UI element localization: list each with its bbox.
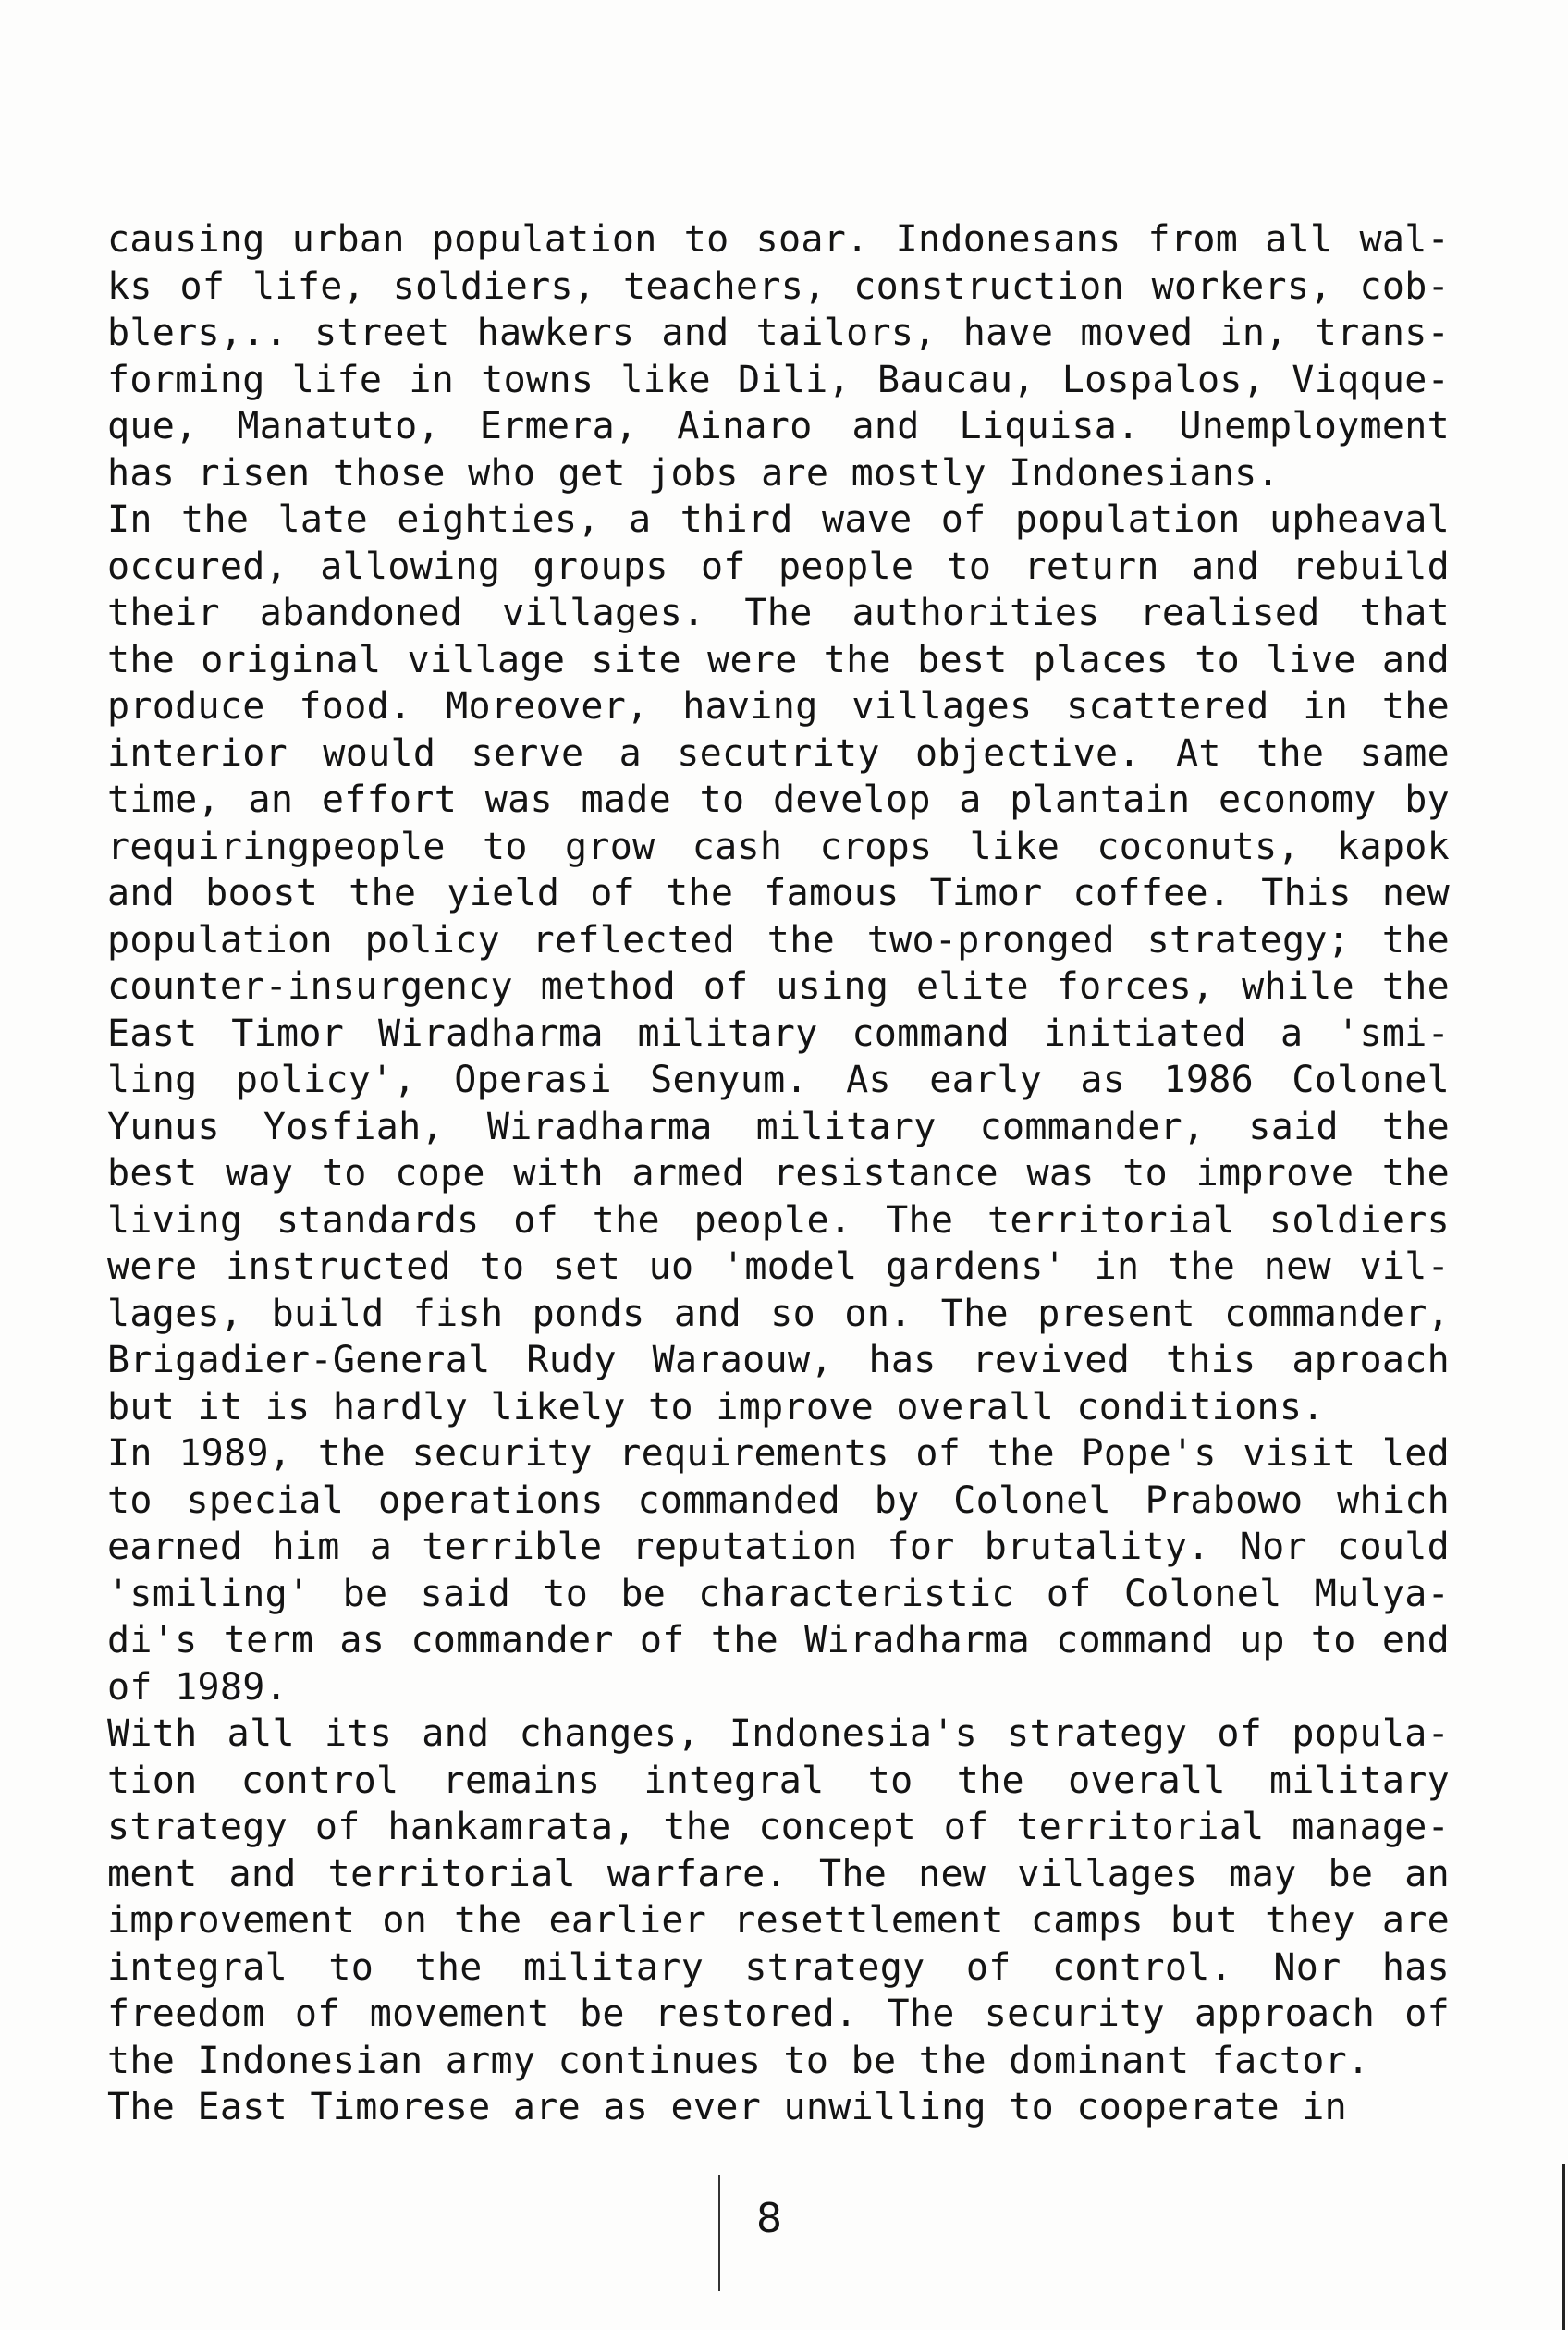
text-line: In the late eighties, a third wave of population upheaval [107,498,1450,541]
text-line: ks of life, soldiers, teachers, construction workers, cob- [107,264,1450,308]
text-line: their abandoned villages. The authorities realised that [107,592,1450,634]
text-line: Yunus Yosfiah, Wiradharma military commander, said the [107,1105,1450,1148]
text-line: ment and territorial warfare. The new villages may be an [107,1852,1450,1895]
body-text [107,216,1450,2131]
text-line: integral to the military strategy of control. Nor has [107,1945,1450,1989]
text-line: ling policy', Operasi Senyum. As early as 1986 Colonel [107,1059,1450,1101]
text-line: but it is hardly likely to improve overall conditions. [107,1385,1325,1429]
text-line: has risen those who get jobs are mostly Indonesians. [107,451,1280,495]
text-line: population policy reflected the two-pronged strategy; the [107,918,1450,962]
text-line: best way to cope with armed resistance was to improve the [107,1152,1450,1195]
text-line: 'smiling' be said to be characteristic of Colonel Mulya- [107,1572,1450,1615]
text-line: causing urban population to soar. Indonesans from all wal- [107,218,1450,261]
text-line: produce food. Moreover, having villages scattered in the [107,685,1450,728]
text-line: blers,.. street hawkers and tailors, have moved in, trans- [107,312,1450,354]
text-line: earned him a terrible reputation for brutality. Nor could [107,1526,1450,1568]
text-line: forming life in towns like Dili, Baucau, Lospalos, Viqque- [107,358,1450,401]
text-line: the Indonesian army continues to be the dominant factor. [107,2039,1370,2082]
page-number: 8 [756,2195,782,2242]
text-line: requiringpeople to grow cash crops like coconuts, kapok [107,825,1450,868]
text-line: living standards of the people. The territorial soldiers [107,1198,1450,1242]
text-line: of 1989. [107,1665,288,1709]
text-line: The East Timorese are as ever unwilling to cooperate in [107,2086,1348,2128]
text-line: strategy of hankamrata, the concept of territorial manage- [107,1806,1450,1848]
text-line: Brigadier-General Rudy Waraouw, has revived this aproach [107,1339,1450,1381]
text-line: que, Manatuto, Ermera, Ainaro and Liquisa. Unemployment [107,405,1450,448]
text-line: to special operations commanded by Colonel Prabowo which [107,1478,1450,1522]
text-line: di's term as commander of the Wiradharma command up to end [107,1619,1450,1662]
text-line: the original village site were the best places to live and [107,638,1450,681]
text-line: were instructed to set uo 'model gardens' in the new vil- [107,1245,1450,1288]
text-line: occured, allowing groups of people to return and rebuild [107,545,1450,588]
text-line: and boost the yield of the famous Timor coffee. This new [107,872,1450,914]
text-line: lages, build fish ponds and so on. The present commander, [107,1292,1450,1335]
text-line: East Timor Wiradharma military command initiated a 'smi- [107,1012,1450,1055]
text-line: time, an effort was made to develop a plantain economy by [107,779,1450,821]
scan-edge-line [1562,2164,1565,2330]
text-line: tion control remains integral to the overall military [107,1759,1450,1802]
text-line: counter-insurgency method of using elite forces, while the [107,965,1450,1008]
text-line: improvement on the earlier resettlement camps but they are [107,1899,1450,1942]
text-line: With all its and changes, Indonesia's strategy of popula- [107,1712,1450,1755]
page-number-rule [718,2175,720,2291]
text-line: interior would serve a secutrity objective. At the same [107,731,1450,775]
text-line: freedom of movement be restored. The security approach of [107,1993,1450,2035]
text-line: In 1989, the security requirements of the Pope's visit led [107,1432,1450,1475]
